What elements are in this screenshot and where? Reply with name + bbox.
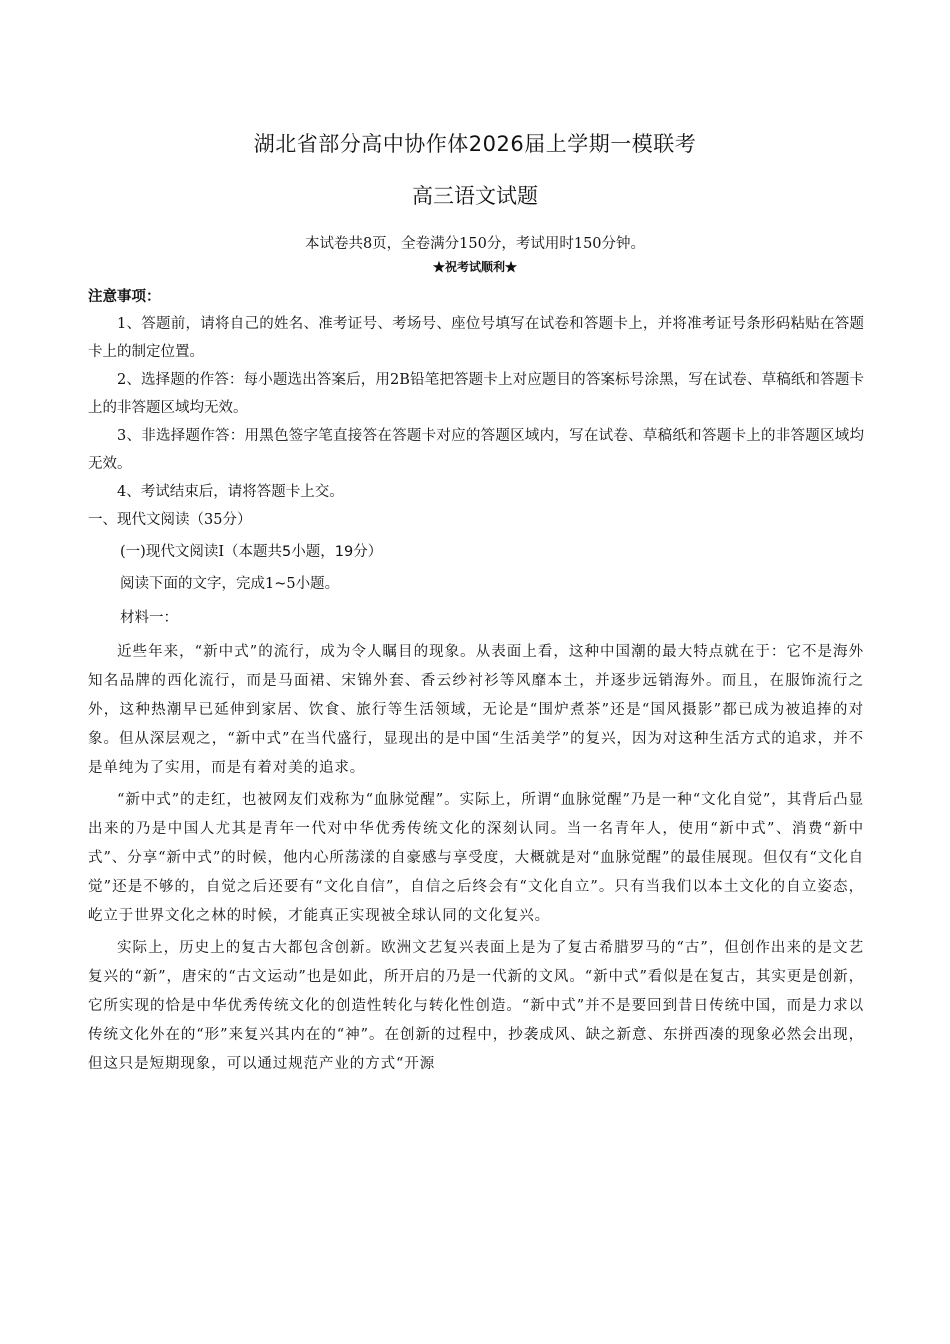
notice-list — [88, 310, 864, 506]
exam-info: 本试卷共8页，全卷满分150分，考试用时150分钟。 — [304, 236, 646, 252]
subsection-heading — [120, 540, 382, 561]
notice-heading: 注意事项： — [88, 289, 161, 305]
article-paragraph: 近些年来，“新中式”的流行，成为令人瞩目的现象。从表面上看，这种中国潮的最大特点就在于：它不是海外知名品牌的西化流行，而是马面裙、宋锦外套、香云纱衬衫等风靡本土，并逐步远销海外。而且，在服饰流行之外，这种热潮早已延伸到家居、饮食、旅行等生活领域，无论是“围炉煮茶”还是“国风摄影”都已成为被追捧的对象。但从深层观之，“新中式”在当代盛行，显现出的是中国“生活美学”的复兴，因为对这种生活方式的追求，并不是单纯为了实用，而是有着对美的追求。 — [88, 644, 864, 776]
notice-item: 4、考试结束后，请将答题卡上交。 — [117, 484, 344, 500]
reading-instruction: 阅读下面的文字，完成1~5小题。 — [120, 576, 340, 592]
subsection-points: （本题共5小题，19分） — [224, 544, 383, 560]
article-paragraph: “新中式”的走红，也被网友们戏称为“血脉觉醒”。实际上，所谓“血脉觉醒”乃是一种“文化自觉”，其背后凸显出来的乃是中国人尤其是青年一代对中华优秀传统文化的深刻认同。当一名青年人，使用“新中式”、消费“新中式”、分享“新中式”的时候，他内心所荡漾的自豪感与享受度，大概就是对“血脉觉醒”的最佳展现。但仅有“文化自觉”还是不够的，自觉之后还要有“文化自信”，自信之后终会有“文化自立”。只有当我们以本土文化的自立姿态，屹立于世界文化之林的时候，才能真正实现被全球认同的文化复兴。 — [88, 792, 864, 924]
good-luck-line: ★祝考试顺利★ — [432, 260, 517, 274]
article-paragraph: 实际上，历史上的复古大都包含创新。欧洲文艺复兴表面上是为了复古希腊罗马的“古”，但创作出来的是文艺复兴的“新”，唐宋的“古文运动”也是如此，所开启的乃是一代新的文风。“新中式”看似是在复古，其实更是创新，它所实现的恰是中华优秀传统文化的创造性转化与转化性创造。“新中式”并不是要回到昔日传统中国，而是力求以传统文化外在的“形”来复兴其内在的“神”。在创新的过程中，抄袭成风、缺之新意、东拼西凑的现象必然会出现，但这只是短期现象，可以通过规范产业的方式“开源 — [88, 940, 864, 1072]
exam-title: 湖北省部分高中协作体2026届上学期一模联考 — [253, 132, 697, 156]
subsection-prefix: (一)现代文阅读Ⅰ — [120, 544, 225, 560]
exam-subtitle: 高三语文试题 — [412, 184, 538, 208]
article-body — [88, 638, 864, 1079]
notice-item: 2、选择题的作答：每小题选出答案后，用2B铅笔把答题卡上对应题目的答案标号涂黑，写在试卷、草稿纸和答题卡上的非答题区域均无效。 — [88, 372, 864, 416]
notice-item: 1、答题前，请将自己的姓名、准考证号、考场号、座位号填写在试卷和答题卡上，并将准考证号条形码粘贴在答题卡上的制定位置。 — [88, 316, 864, 360]
material-label: 材料一： — [120, 610, 178, 626]
notice-item: 3、非选择题作答：用黑色签字笔直接答在答题卡对应的答题区域内，写在试卷、草稿纸和答题卡上的非答题区域均无效。 — [88, 428, 864, 472]
section-heading: 一、现代文阅读（35分） — [88, 512, 252, 528]
